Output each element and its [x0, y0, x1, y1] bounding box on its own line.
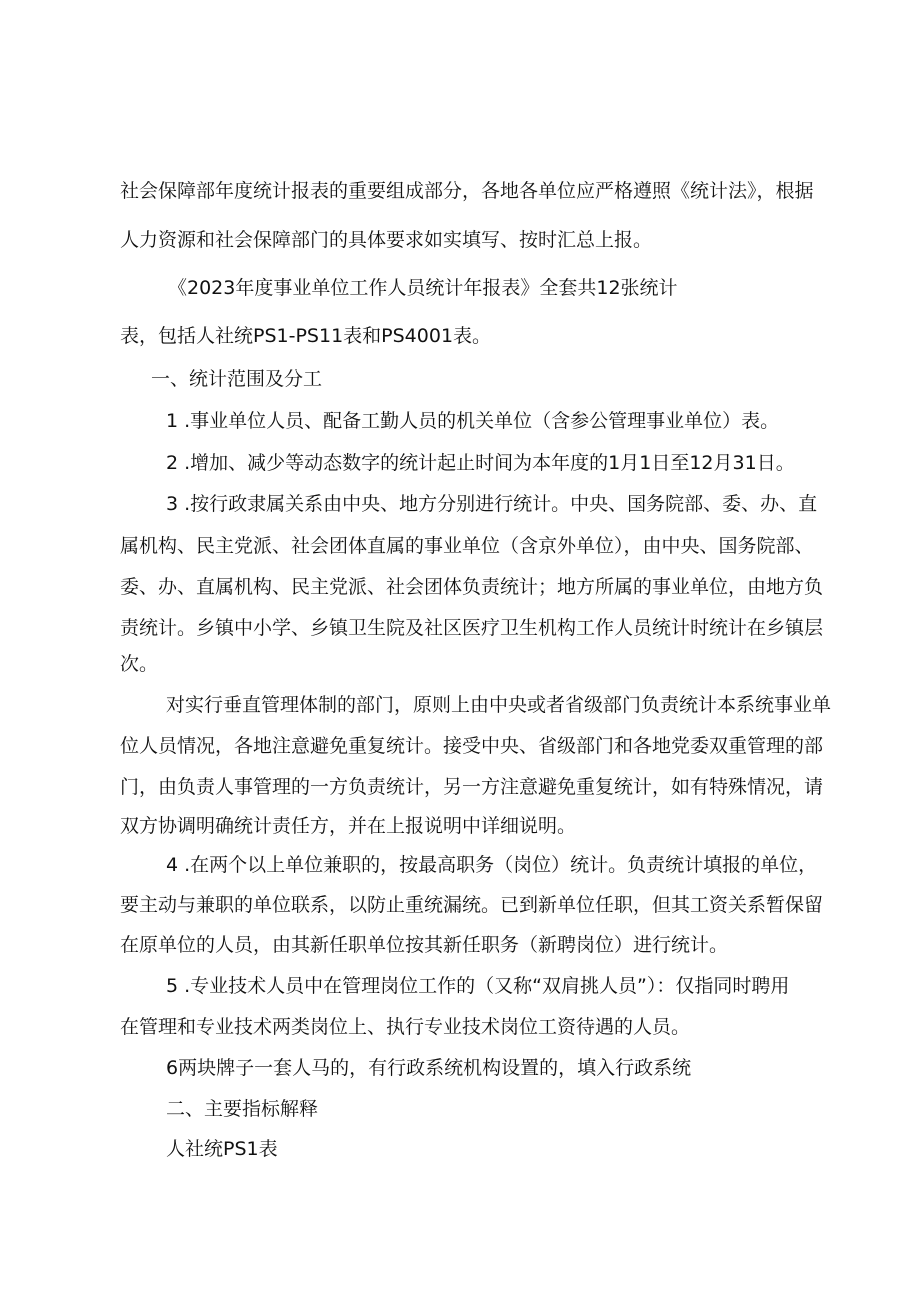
list-item: 5 .专业技术人员中在管理岗位工作的（又称“双肩挑人员”）：仅指同时聘用: [166, 975, 790, 997]
paragraph-line: 双方协调明确统计责任方，并在上报说明中详细说明。: [120, 815, 577, 837]
list-item: 6两块牌子一套人马的，有行政系统机构设置的，填入行政系统: [166, 1057, 692, 1079]
paragraph-line: 在原单位的人员，由其新任职单位按其新任职务（新聘岗位）进行统计。: [120, 934, 729, 956]
list-item: 4 .在两个以上单位兼职的，按最高职务（岗位）统计。负责统计填报的单位，: [166, 854, 818, 876]
paragraph-line: 在管理和专业技术两类岗位上、执行专业技术岗位工资待遇的人员。: [120, 1016, 691, 1038]
section-heading: 一、统计范围及分工: [151, 368, 323, 390]
section-heading: 二、主要指标解释: [166, 1098, 319, 1120]
paragraph-line: 表，包括人社统PS1-PS11表和PS4001表。: [120, 325, 492, 347]
paragraph-line: 门，由负责人事管理的一方负责统计，另一方注意避免重复统计，如有特殊情况，请: [120, 776, 824, 798]
list-item: 1 .事业单位人员、配备工勤人员的机关单位（含参公管理事业单位）表。: [166, 410, 780, 432]
paragraph-line: 社会保障部年度统计报表的重要组成部分，各地各单位应严格遵照《统计法》，根据: [120, 180, 814, 202]
paragraph-line: 《2023年度事业单位工作人员统计年报表》全套共12张统计: [168, 277, 678, 299]
paragraph-line: 人力资源和社会保障部门的具体要求如实填写、按时汇总上报。: [120, 229, 653, 251]
list-item: 3 .按行政隶属关系由中央、地方分别进行统计。中央、国务院部、委、办、直: [166, 493, 818, 515]
subsection-heading: 人社统PS1表: [166, 1138, 278, 1160]
paragraph-line: 委、办、直属机构、民主党派、社会团体负责统计；地方所属的事业单位，由地方负: [120, 576, 824, 598]
paragraph-line: 责统计。乡镇中小学、乡镇卫生院及社区医疗卫生机构工作人员统计时统计在乡镇层: [120, 617, 824, 639]
paragraph-line: 属机构、民主党派、社会团体直属的事业单位（含京外单位），由中央、国务院部、: [120, 535, 814, 557]
paragraph-line: 位人员情况，各地注意避免重复统计。接受中央、省级部门和各地党委双重管理的部: [120, 735, 824, 757]
list-item: 2 .增加、减少等动态数字的统计起止时间为本年度的1月1日至12月31日。: [166, 452, 795, 474]
paragraph-line: 要主动与兼职的单位联系，以防止重统漏统。已到新单位任职，但其工资关系暂保留: [120, 894, 824, 916]
paragraph-line: 次。: [120, 653, 159, 675]
paragraph-line: 对实行垂直管理体制的部门，原则上由中央或者省级部门负责统计本系统事业单: [166, 694, 832, 716]
